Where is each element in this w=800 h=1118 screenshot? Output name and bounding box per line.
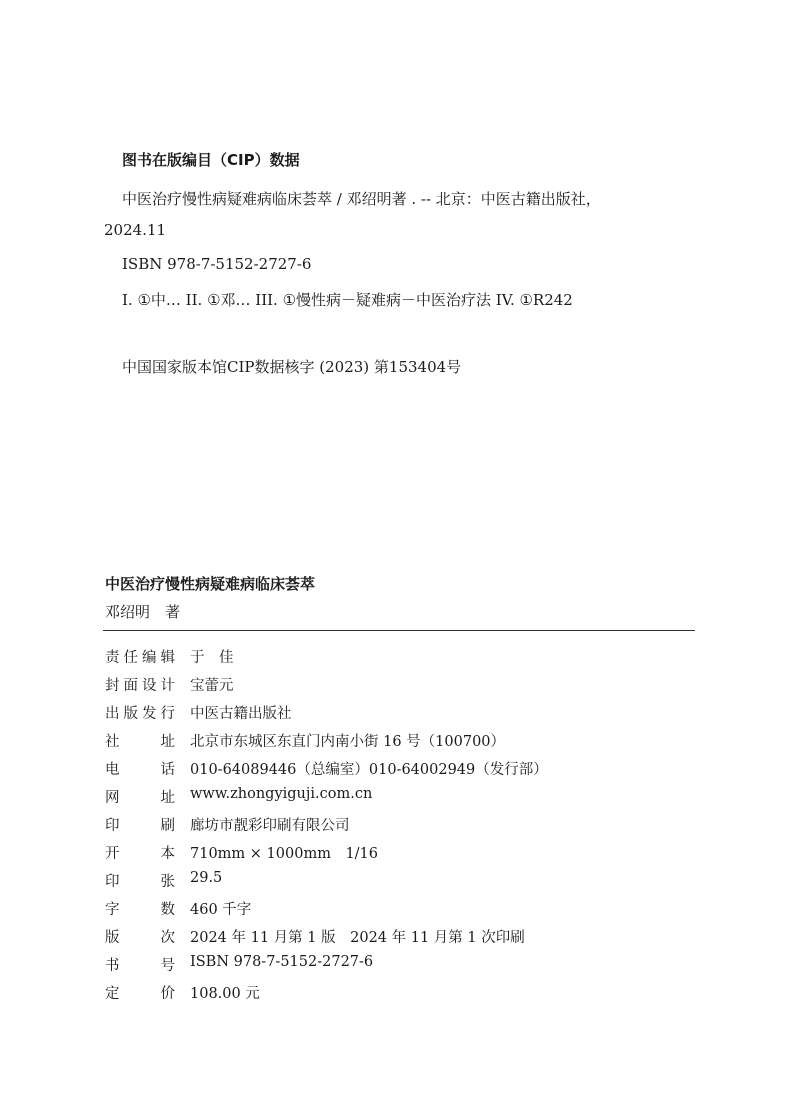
info-value: www.zhongyiguji.com.cn [190, 786, 373, 802]
info-value: 2024 年 11 月第 1 版 2024 年 11 月第 1 次印刷 [190, 930, 525, 946]
info-value: 010-64089446（总编室）010-64002949（发行部） [190, 762, 548, 778]
info-value: 108.00 元 [190, 986, 260, 1002]
divider-rule [103, 630, 695, 631]
info-label: 定 价 [105, 986, 175, 1002]
info-label: 社 址 [105, 734, 175, 750]
info-label: 开 本 [105, 846, 175, 862]
info-value: 于 佳 [190, 650, 234, 666]
info-value: 廊坊市靓彩印刷有限公司 [190, 818, 350, 834]
cip-isbn: ISBN 978-7-5152-2727-6 [122, 255, 312, 273]
book-author: 邓绍明 著 [105, 603, 181, 621]
info-label: 责 任 编 辑 [105, 650, 175, 666]
info-value: 中医古籍出版社 [190, 706, 292, 722]
info-value: 460 千字 [190, 902, 252, 918]
info-value: 710mm × 1000mm 1/16 [190, 846, 379, 862]
cip-title-line: 中医治疗慢性病疑难病临床荟萃 / 邓绍明著 . -- 北京：中医古籍出版社， [122, 190, 601, 208]
info-label: 版 次 [105, 930, 175, 946]
book-title: 中医治疗慢性病疑难病临床荟萃 [105, 575, 316, 593]
cip-heading: 图书在版编目（CIP）数据 [122, 151, 300, 169]
info-label: 字 数 [105, 902, 175, 918]
cip-number: 中国国家版本馆CIP数据核字 (2023) 第153404号 [122, 358, 462, 376]
info-label: 书 号 [105, 958, 175, 974]
info-value: 宝蕾元 [190, 678, 234, 694]
info-value: 29.5 [190, 870, 223, 886]
info-label: 印 刷 [105, 818, 175, 834]
cip-classification: I. ①中… II. ①邓… III. ①慢性病－疑难病－中医治疗法 IV. ①R242 [122, 291, 573, 309]
info-label: 印 张 [105, 874, 175, 890]
info-label: 网 址 [105, 790, 175, 806]
info-value: ISBN 978-7-5152-2727-6 [190, 954, 374, 970]
cip-date-line: 2024.11 [104, 221, 167, 239]
info-label: 电 话 [105, 762, 175, 778]
info-label: 出 版 发 行 [105, 706, 175, 722]
info-value: 北京市东城区东直门内南小街 16 号（100700） [190, 734, 506, 750]
info-label: 封 面 设 计 [105, 678, 175, 694]
